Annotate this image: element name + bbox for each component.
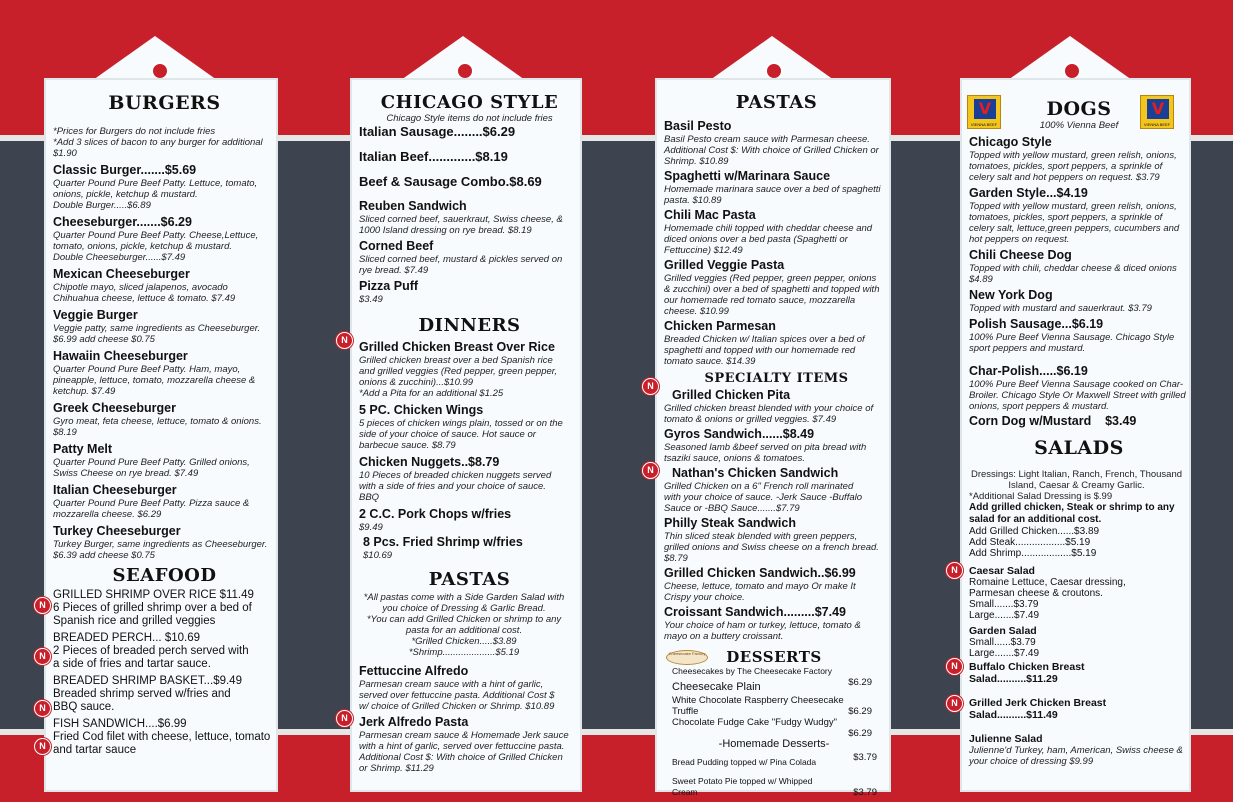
- salad-name: Julienne Salad: [969, 733, 1043, 745]
- chicago-note: Chicago Style items do not include fries: [386, 113, 553, 124]
- menu-item: [664, 119, 889, 167]
- new-badge-icon: N: [946, 658, 963, 675]
- item-name: Turkey Cheeseburger: [53, 524, 181, 538]
- item-name: Grilled Chicken Sandwich..$6.99: [664, 566, 856, 580]
- item-name: Beef & Sausage Combo.$8.69: [359, 174, 542, 189]
- item-name: Chicken Nuggets..$8.79: [359, 455, 500, 469]
- item-desc: Grilled chicken breast over a bed Spanish rice and grilled veggies (Red pepper, green pepper, onions & zucchini)...$10.99: [359, 355, 558, 388]
- item-name: Jerk Alfredo Pasta: [359, 715, 469, 729]
- item-extra: Double Burger.....$6.89: [53, 200, 151, 211]
- item-desc: Thin sliced steak blended with green peppers, grilled onions and Swiss cheese on a french bread. $8.79: [664, 531, 879, 564]
- dessert-name: Chocolate Fudge Cake "Fudgy Wudgy": [672, 717, 837, 728]
- dogs-subtitle: 100% Vienna Beef: [1039, 120, 1119, 131]
- item-desc: Quarter Pound Pure Beef Patty. Grilled onions, Swiss Cheese on rye bread. $7.49: [53, 457, 250, 479]
- salad-line: Julienne'd Turkey, ham, American, Swiss cheese & your choice of dressing $9.99: [969, 745, 1183, 767]
- item-desc: Breaded Chicken w/ Italian spices over a bed of spaghetti and topped with our homemade red tomato sauce. $14.39: [664, 334, 865, 367]
- item-name: Italian Sausage........$6.29: [359, 124, 516, 139]
- seafood-item: [53, 718, 276, 757]
- item-name: Cheeseburger.......$6.29: [53, 215, 192, 229]
- item-name: Chicken Parmesan: [664, 319, 776, 333]
- item-desc: 100% Pure Beef Vienna Sausage. Chicago Style sport peppers and mustard.: [969, 332, 1175, 354]
- item-desc: Chipotle mayo, sliced jalapenos, avocado Chihuahua cheese, lettuce & tomato. $7.49: [53, 282, 236, 304]
- menu-item: [664, 388, 889, 403]
- menu-item: [359, 507, 580, 533]
- salad-name: Caesar Salad: [969, 565, 1035, 577]
- seafood-item-title: GRILLED SHRIMP OVER RICE $11.49: [53, 589, 254, 601]
- seafood-title: SEAFOOD: [112, 565, 217, 586]
- item-desc: Parmesan cream sauce & Homemade Jerk sauce with a hint of garlic, served over fettuccine pasta. Additional Cost $: With choice of Grilled Chicken or Shrimp. $11.29: [359, 730, 569, 774]
- salad-line: Large.......$7.49: [969, 610, 1040, 621]
- menu-item: [359, 239, 580, 276]
- new-badge-icon: N: [336, 710, 353, 727]
- new-badge-icon: N: [34, 700, 51, 717]
- dessert-price: $6.29: [848, 677, 872, 688]
- burgers-panel: [44, 78, 278, 792]
- new-badge-icon: N: [34, 738, 51, 755]
- salads-dressings: Dressings: Light Italian, Ranch, French, Thousand Island, Caesar & Creamy Garlic.: [970, 469, 1183, 491]
- vienna-beef-logo-text: VIENNA BEEF: [1143, 122, 1171, 127]
- dessert-item: [664, 752, 877, 770]
- item-desc: Grilled Chicken on a 6" French roll marinated with your choice of sauce. -Jerk Sauce -Buffalo Sauce or -BBQ Sauce.......$7.79: [664, 481, 863, 514]
- item-desc: Cheese, lettuce, tomato and mayo Or make It Crispy your choice.: [664, 581, 856, 603]
- vienna-beef-logo-letter: V: [974, 99, 996, 119]
- item-desc: Topped with chili, cheddar cheese & diced onions $4.89: [969, 263, 1177, 285]
- item-desc: Homemade marinara sauce over a bed of spaghetti pasta. $10.89: [664, 184, 881, 206]
- burgers-note: *Prices for Burgers do not include fries: [53, 126, 216, 137]
- new-badge-icon: N: [34, 648, 51, 665]
- menu-item: [53, 349, 276, 397]
- seafood-item-desc: Fried Cod filet with cheese, lettuce, tomato and tartar sauce: [53, 731, 271, 756]
- item-name: New York Dog: [969, 288, 1053, 302]
- item-name: 5 PC. Chicken Wings: [359, 403, 484, 417]
- item-name: Corn Dog w/Mustard $3.49: [969, 414, 1137, 428]
- menu-item: [664, 319, 889, 367]
- seafood-item-title: BREADED SHRIMP BASKET...$9.49: [53, 675, 242, 687]
- vienna-beef-logo-letter: V: [1147, 99, 1169, 119]
- dogs-panel: [960, 78, 1191, 792]
- pastas-panel: [655, 78, 891, 798]
- new-badge-icon: N: [642, 378, 659, 395]
- dinners-title: DINNERS: [418, 315, 521, 336]
- dogs-title: DOGS: [1046, 98, 1112, 120]
- salad-name: Garden Salad: [969, 625, 1037, 637]
- menu-item: [53, 163, 276, 211]
- item-desc: Quarter Pound Pure Beef Patty. Pizza sauce & mozzarella cheese. $6.29: [53, 498, 250, 520]
- menu-item: [53, 308, 276, 345]
- menu-item: [664, 427, 889, 464]
- item-desc: 5 pieces of chicken wings plain, tossed or on the side of your choice of sauce. Hot sauce or barbecue sauce. $8.79: [359, 418, 563, 451]
- pastas-title: PASTAS: [735, 92, 818, 113]
- dessert-price: $6.29: [848, 728, 872, 739]
- item-name: Pizza Puff: [359, 279, 419, 293]
- new-badge-icon: N: [642, 462, 659, 479]
- item-desc: Grilled veggies (Red pepper, green pepper, onions & zucchini) over a bed of spaghetti and topped with our homemade red tomato sauce, mozzarella cheese. $10.99: [664, 273, 880, 317]
- dessert-name: Sweet Potato Pie topped w/ Whipped Cream: [672, 776, 813, 797]
- seafood-item: [53, 589, 276, 628]
- item-name: Philly Steak Sandwich: [664, 516, 796, 530]
- salad-add: Add Grilled Chicken......$3.89: [969, 526, 1100, 537]
- menu-item: [969, 135, 1189, 183]
- salads-title: SALADS: [1034, 437, 1124, 459]
- burgers-title: BURGERS: [108, 92, 221, 114]
- seafood-item: [53, 632, 276, 671]
- menu-item: [53, 267, 276, 304]
- item-name: Chili Mac Pasta: [664, 208, 756, 222]
- pastas-title: PASTAS: [428, 569, 511, 590]
- dessert-price: $6.29: [848, 706, 872, 717]
- salad-item: [969, 625, 1189, 659]
- item-desc: Topped with mustard and sauerkraut. $3.79: [969, 303, 1152, 314]
- item-name: Italian Cheeseburger: [53, 483, 177, 497]
- item-name: Croissant Sandwich.........$7.49: [664, 605, 847, 619]
- dessert-item: [664, 677, 872, 695]
- burgers-note: *Add 3 slices of bacon to any burger for additional $1.90: [53, 137, 263, 159]
- salad-item: [969, 565, 1189, 621]
- item-extra: *Add a Pita for an additional $1.25: [359, 388, 504, 399]
- specialty-title: SPECIALTY ITEMS: [704, 371, 849, 386]
- menu-item: [53, 215, 276, 263]
- item-desc: Parmesan cream sauce with a hint of garlic, served over fettuccine pasta. Additional Cost $ w/ choice of Grilled Chicken or Shrimp. $10.89: [359, 679, 555, 712]
- seafood-item: [53, 675, 276, 714]
- item-desc: Quarter Pound Pure Beef Patty. Lettuce, tomato, onions, pickle, ketchup & mustard.: [53, 178, 258, 200]
- salad-name: Buffalo Chicken Breast: [969, 661, 1085, 673]
- item-name: Chili Cheese Dog: [969, 248, 1072, 262]
- salad-item: [969, 733, 1189, 767]
- menu-item: [53, 401, 276, 438]
- item-name: 2 C.C. Pork Chops w/fries: [359, 507, 512, 521]
- salad-item: [969, 661, 1189, 685]
- menu-item: [359, 340, 580, 399]
- item-desc: Gyro meat, feta cheese, lettuce, tomato & onions. $8.19: [53, 416, 262, 438]
- item-name: Polish Sausage...$6.19: [969, 317, 1104, 331]
- menu-item: [359, 664, 580, 712]
- seafood-item-desc: 2 Pieces of breaded perch served with a side of fries and tartar sauce.: [53, 645, 249, 670]
- menu-item: [969, 288, 1189, 314]
- menu-item: [969, 248, 1189, 285]
- salad-line: Salad..........$11.49: [969, 709, 1058, 721]
- new-badge-icon: N: [34, 597, 51, 614]
- pastas-note: *Shrimp....................$5.19: [408, 647, 520, 658]
- desserts-header: [664, 648, 889, 666]
- chicago-panel: [350, 78, 582, 792]
- seafood-item-desc: Breaded shrimp served w/fries and BBQ sauce.: [53, 688, 231, 713]
- salad-line: Romaine Lettuce, Caesar dressing, Parmesan cheese & croutons.: [969, 577, 1126, 599]
- menu-item: [664, 605, 889, 642]
- cheesecake-factory-logo: Cheesecake Factory: [666, 650, 708, 665]
- item-name: 8 Pcs. Fried Shrimp w/fries: [363, 535, 523, 549]
- item-desc: $9.49: [359, 522, 383, 533]
- dessert-item: [664, 776, 877, 798]
- item-desc: Basil Pesto cream sauce with Parmesan cheese. Additional Cost $: With choice of Grilled Chicken or Shrimp. $10.89: [664, 134, 879, 167]
- item-desc: Homemade chili topped with cheddar cheese and diced onions over a bed pasta (Spaghetti or Fettuccine) $12.49: [664, 223, 873, 256]
- item-name: Corned Beef: [359, 239, 434, 253]
- item-name: Spaghetti w/Marinara Sauce: [664, 169, 831, 183]
- pastas-note: *You can add Grilled Chicken or shrimp to any pasta for an additional cost.: [366, 614, 562, 636]
- item-desc: Quarter Pound Pure Beef Patty. Cheese,Lettuce, tomato, onions, pickle, ketchup & mustard.: [53, 230, 259, 252]
- new-badge-icon: N: [336, 332, 353, 349]
- item-desc: $10.69: [363, 550, 393, 561]
- menu-item: [969, 364, 1189, 412]
- menu-item: [664, 208, 889, 256]
- homemade-desserts-title: -Homemade Desserts-: [718, 738, 830, 750]
- item-extra: Double Cheeseburger......$7.49: [53, 252, 186, 263]
- item-desc: Quarter Pound Pure Beef Patty. Ham, mayo, pineapple, lettuce, tomato, mozzarella cheese & ketchup. $7.49: [53, 364, 256, 397]
- menu-item: [969, 414, 1189, 429]
- salad-line: Small.......$3.79: [969, 599, 1039, 610]
- item-name: Basil Pesto: [664, 119, 732, 133]
- menu-item: [664, 516, 889, 564]
- item-desc: Turkey Burger, same ingredients as Cheeseburger. $6.39 add cheese $0.75: [53, 539, 268, 561]
- item-name: Nathan's Chicken Sandwich: [672, 466, 839, 480]
- item-name: Garden Style...$4.19: [969, 186, 1088, 200]
- menu-item: [53, 524, 276, 561]
- item-name: Reuben Sandwich: [359, 199, 467, 213]
- item-name: Greek Cheeseburger: [53, 401, 176, 415]
- item-name: Veggie Burger: [53, 308, 138, 322]
- item-name: Grilled Chicken Breast Over Rice: [359, 340, 555, 354]
- menu-item: [359, 403, 580, 451]
- new-badge-icon: N: [946, 562, 963, 579]
- item-desc: Your choice of ham or turkey, lettuce, tomato & mayo on a buttery croissant.: [664, 620, 861, 642]
- menu-item: [359, 455, 580, 503]
- menu-item: [359, 535, 580, 561]
- salad-add: Add Steak..................$5.19: [969, 537, 1091, 548]
- salads-add-note: Add grilled chicken, Steak or shrimp to any salad for an additional cost.: [969, 502, 1175, 525]
- desserts-title: DESSERTS: [726, 648, 822, 666]
- salad-add: Add Shrimp..................$5.19: [969, 548, 1097, 559]
- item-name: Italian Beef.............$8.19: [359, 149, 508, 164]
- dessert-item: [664, 717, 872, 739]
- menu-item: [53, 483, 276, 520]
- menu-item: [664, 258, 889, 317]
- salads-extra-note: *Additional Salad Dressing is $.99: [969, 491, 1113, 502]
- chicago-title: CHICAGO STYLE: [380, 92, 559, 113]
- new-badge-icon: N: [946, 695, 963, 712]
- menu-item: [969, 186, 1189, 245]
- salad-line: Small......$3.79: [969, 637, 1036, 648]
- menu-item: [359, 199, 580, 236]
- item-desc: Seasoned lamb &beef served on pita bread with tsaziki sauce, onions & tomatoes.: [664, 442, 867, 464]
- item-name: Grilled Veggie Pasta: [664, 258, 785, 272]
- dessert-name: Cheesecake Plain: [672, 681, 761, 693]
- item-name: Hawaiin Cheeseburger: [53, 349, 188, 363]
- vienna-beef-logo-text: VIENNA BEEF: [970, 122, 998, 127]
- seafood-item-title: FISH SANDWICH....$6.99: [53, 718, 187, 730]
- item-desc: Veggie patty, same ingredients as Cheeseburger. $6.99 add cheese $0.75: [53, 323, 261, 345]
- menu-item: [664, 466, 889, 481]
- dessert-name: Bread Pudding topped w/ Pina Colada: [672, 757, 817, 767]
- seafood-item-title: BREADED PERCH... $10.69: [53, 632, 201, 644]
- item-desc: 10 Pieces of breaded chicken nuggets served with a side of fries and your choice of sauce. BBQ: [359, 470, 552, 503]
- item-name: Mexican Cheeseburger: [53, 267, 190, 281]
- item-name: Classic Burger.......$5.69: [53, 163, 197, 177]
- salad-line: Large.......$7.49: [969, 648, 1040, 659]
- menu-item: [664, 169, 889, 206]
- menu-item: [359, 279, 580, 305]
- menu-item: [664, 566, 889, 603]
- item-desc: $3.49: [359, 294, 383, 305]
- pastas-note: *All pastas come with a Side Garden Salad with you choice of Dressing & Garlic Bread.: [363, 592, 565, 614]
- item-name: Patty Melt: [53, 442, 113, 456]
- item-desc: Sliced corned beef, mustard & pickles served on rye bread. $7.49: [359, 254, 563, 276]
- salad-item: [969, 697, 1189, 721]
- seafood-item-desc: 6 Pieces of grilled shrimp over a bed of Spanish rice and grilled veggies: [53, 602, 252, 627]
- salad-line: Salad..........$11.29: [969, 673, 1058, 685]
- item-name: Char-Polish.....$6.19: [969, 364, 1088, 378]
- item-desc: 100% Pure Beef Vienna Sausage cooked on Char-Broiler. Chicago Style Or Maxwell Street with grilled onions, sport peppers & mustard.: [969, 379, 1186, 412]
- item-desc: Sliced corned beef, sauerkraut, Swiss cheese, & 1000 Island dressing on rye bread. $8.19: [359, 214, 563, 236]
- item-name: Grilled Chicken Pita: [672, 388, 791, 402]
- desserts-subtitle: Cheesecakes by The Cheesecake Factory: [672, 666, 833, 676]
- item-desc: Topped with yellow mustard, green relish, onions, tomatoes, pickles, sport peppers, a sprinkle of celery salt and hot peppers on request. $3.79: [969, 150, 1177, 183]
- item-desc: Grilled chicken breast blended with your choice of tomato & onions or grilled veggies. $7.49: [664, 403, 874, 425]
- dessert-name: White Chocolate Raspberry Cheesecake Truffle: [672, 695, 844, 717]
- item-name: Fettuccine Alfredo: [359, 664, 469, 678]
- item-name: Gyros Sandwich......$8.49: [664, 427, 815, 441]
- dessert-price: $3.79: [853, 787, 877, 798]
- item-name: Chicago Style: [969, 135, 1052, 149]
- menu-item: [53, 442, 276, 479]
- menu-item: [969, 317, 1189, 354]
- dessert-price: $3.79: [853, 752, 877, 763]
- menu-item: [359, 715, 580, 774]
- pastas-note: *Grilled Chicken.....$3.89: [411, 636, 517, 647]
- dessert-item: [664, 695, 872, 717]
- salad-name: Grilled Jerk Chicken Breast: [969, 697, 1107, 709]
- item-desc: Topped with yellow mustard, green relish, onions, tomatoes, pickles, sport peppers, a sprinkle of celery salt, lettuce,green peppers, cucumbers and hot peppers on request.: [969, 201, 1180, 245]
